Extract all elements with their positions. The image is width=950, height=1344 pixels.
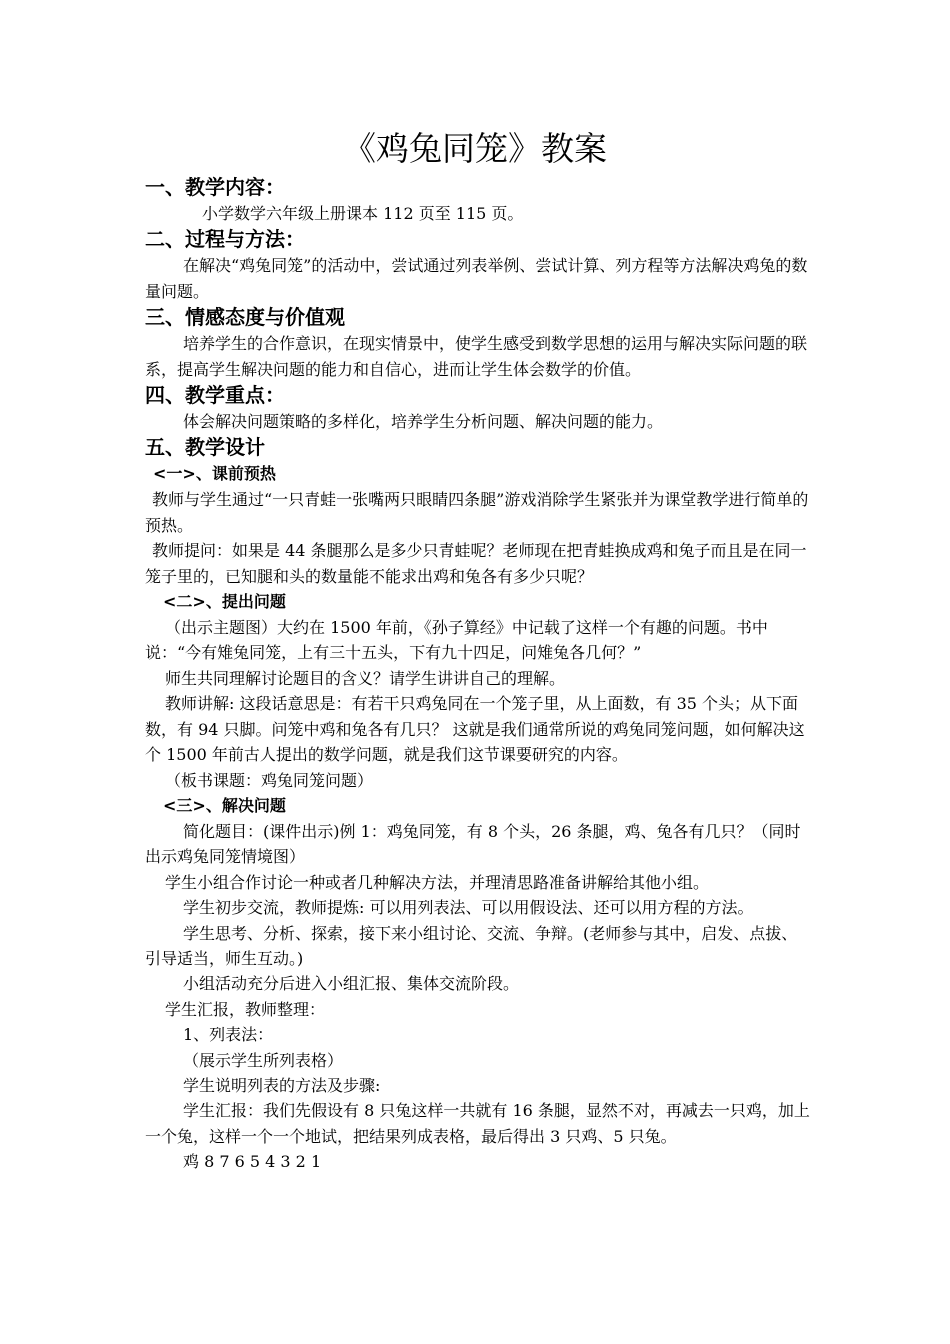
document-body bbox=[145, 174, 813, 1175]
paragraph: 教师讲解: 这段话意思是：有若干只鸡兔同在一个笼子里，从上面数，有 35 个头；从下面数，有 94 只脚。问笼中鸡和兔各有几只？ 这就是我们通常所说的鸡兔同笼问题，如何解决这个 1500 年前古人提出的数学问题，就是我们这节课要研究的内容。 bbox=[145, 694, 805, 765]
section-heading-content: 一、教学内容： bbox=[145, 175, 285, 199]
subsection-heading-warmup: <一>、课前预热 bbox=[153, 464, 276, 484]
paragraph: 教师与学生通过“一只青蛙一张嘴两只眼睛四条腿”游戏消除学生紧张并为课堂教学进行简单的预热。 bbox=[145, 490, 809, 535]
section-heading-attitude: 三、情感态度与价值观 bbox=[145, 305, 345, 330]
paragraph: 学生汇报：我们先假设有 8 只兔这样一共就有 16 条腿，显然不对，再减去一只鸡，加上一个兔，这样一个一个地试，把结果列成表格，最后得出 3 只鸡、5 只兔。 bbox=[145, 1101, 810, 1146]
paragraph: 教师提问：如果是 44 条腿那么是多少只青蛙呢？老师现在把青蛙换成鸡和兔子而且是在同一笼子里的，已知腿和头的数量能不能求出鸡和兔各有多少只呢？ bbox=[145, 541, 807, 586]
section-text-key-point: 体会解决问题策略的多样化，培养学生分析问题、解决问题的能力。 bbox=[183, 412, 664, 432]
paragraph: 1、列表法： bbox=[183, 1025, 274, 1045]
subsection-heading-problem: <二>、提出问题 bbox=[163, 592, 286, 612]
paragraph: 小组活动充分后进入小组汇报、集体交流阶段。 bbox=[183, 974, 520, 994]
paragraph: 学生小组合作讨论一种或者几种解决方法，并理清思路准备讲解给其他小组。 bbox=[165, 872, 710, 892]
paragraph: 师生共同理解讨论题目的含义？请学生讲讲自己的理解。 bbox=[165, 668, 566, 688]
paragraph: （板书课题：鸡兔同笼问题） bbox=[165, 770, 374, 790]
paragraph: （展示学生所列表格） bbox=[183, 1050, 344, 1070]
section-text-attitude: 培养学生的合作意识，在现实情景中，使学生感受到数学思想的运用与解决实际问题的联系，提高学生解决问题的能力和自信心，进而让学生体会数学的价值。 bbox=[145, 334, 808, 379]
paragraph: 简化题目：(课件出示)例 1：鸡兔同笼，有 8 个头，26 条腿，鸡、兔各有几只？（同时出示鸡兔同笼情境图） bbox=[145, 821, 801, 867]
document-title: 《鸡兔同笼》教案 bbox=[343, 129, 607, 168]
paragraph: 鸡 8 7 6 5 4 3 2 1 bbox=[183, 1152, 322, 1172]
section-text-process: 在解决“鸡兔同笼”的活动中，尝试通过列表举例、尝试计算、列方程等方法解决鸡兔的数量问题。 bbox=[145, 256, 808, 301]
subsection-heading-solve: <三>、解决问题 bbox=[163, 795, 286, 815]
section-text-content: 小学数学六年级上册课本 112 页至 115 页。 bbox=[202, 204, 524, 223]
paragraph: 学生说明列表的方法及步骤: bbox=[183, 1075, 381, 1095]
section-heading-design: 五、教学设计 bbox=[145, 435, 265, 460]
section-heading-process: 二、过程与方法： bbox=[145, 227, 305, 252]
paragraph: （出示主题图）大约在 1500 年前，《孙子算经》中记载了这样一个有趣的问题。书中说：“今有雉兔同笼，上有三十五头，下有九十四足，问雉兔各几何？” bbox=[145, 618, 768, 663]
paragraph: 学生初步交流，教师提炼: 可以用列表法、可以用假设法、还可以用方程的方法。 bbox=[183, 898, 754, 918]
section-heading-key-point: 四、教学重点： bbox=[145, 383, 285, 408]
paragraph: 学生汇报，教师整理： bbox=[165, 999, 326, 1019]
paragraph: 学生思考、分析、探索，接下来小组讨论、交流、争辩。(老师参与其中，启发、点拔、引导适当，师生互动。) bbox=[145, 923, 798, 968]
